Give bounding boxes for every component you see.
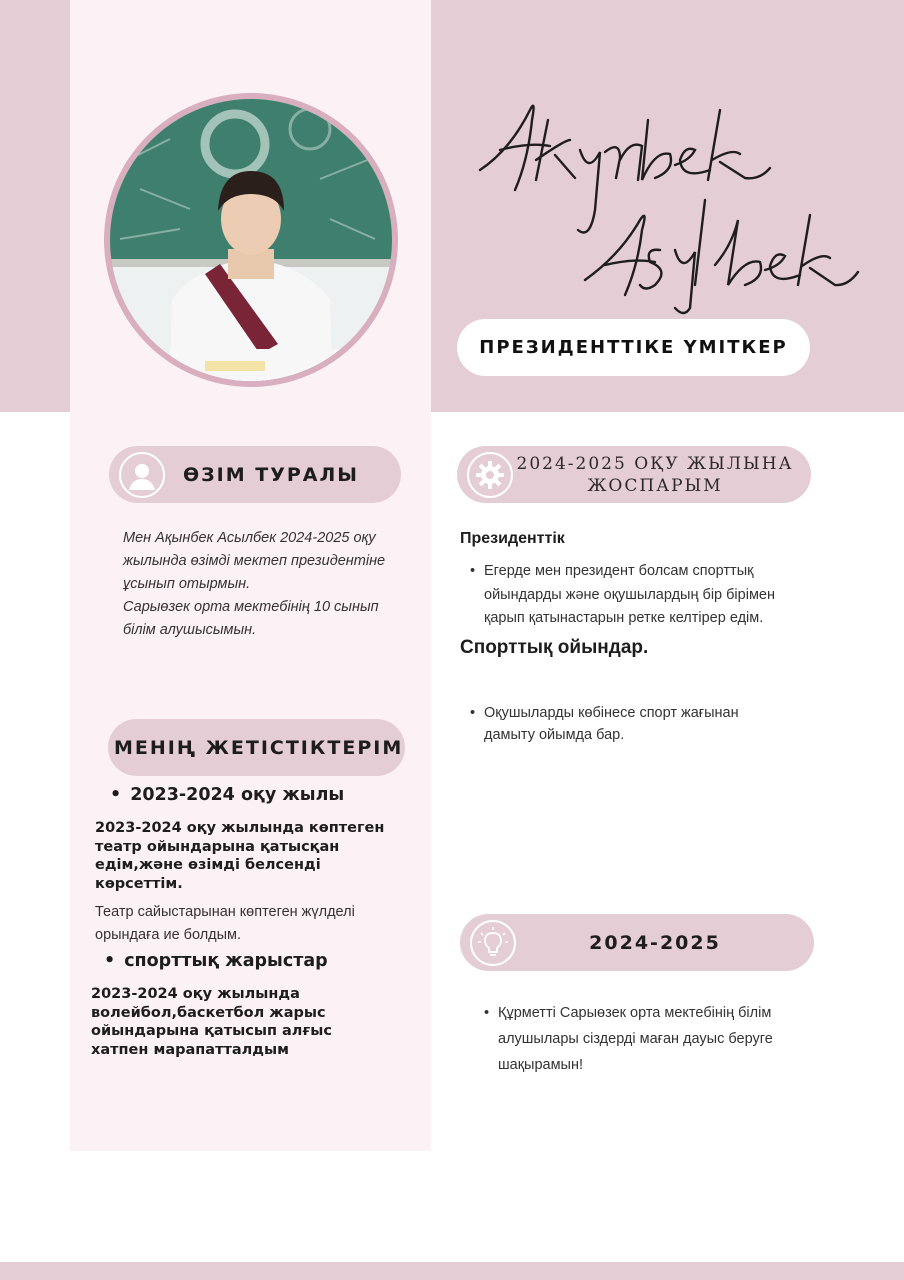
plan-bullet-sports: • Оқушыларды көбінесе спорт жағынан дамыту ойымда бар. xyxy=(484,702,784,746)
year-title: 2024-2025 xyxy=(589,931,721,954)
candidate-badge: ПРЕЗИДЕНТТІКЕ ҮМІТКЕР xyxy=(457,319,810,376)
about-line-1: Мен Ақынбек Асылбек 2024-2025 оқу жылында өзімді мектеп президентіне ұсынып отырмын. xyxy=(123,530,386,592)
achievements-title: МЕНІҢ ЖЕТІСТІКТЕРІМ xyxy=(114,736,404,759)
bottom-strip xyxy=(0,1262,904,1280)
about-title: ӨЗІМ ТУРАЛЫ xyxy=(183,463,359,486)
plan-heading-presidency: Президенттік xyxy=(460,530,565,547)
achievement-theatre-awards: Театр сайыстарынан көптеген жүлделі орындаға ие болдым. xyxy=(95,904,355,943)
achievement-year-heading: • 2023-2024 оқу жылы xyxy=(110,785,344,805)
year-bullet-appeal: • Құрметті Сарыөзек орта мектебінің білім алушылары сіздерді маған дауыс беруге шақырамын! xyxy=(498,1000,818,1078)
user-icon xyxy=(119,452,165,498)
gear-icon xyxy=(467,452,513,498)
about-line-2: Сарыөзек орта мектебінің 10 сынып білім алушысымын. xyxy=(123,599,379,638)
achievement-theatre-text: 2023-2024 оқу жылында көптеген театр ойындарына қатысқан едім,және өзімді белсенді көрсеттім. xyxy=(95,820,385,892)
achievement-sport-text: 2023-2024 оқу жылында волейбол,баскетбол жарыс ойындарына қатысып алғыс хатпен марапатталдым xyxy=(91,986,332,1058)
year-header xyxy=(460,914,814,971)
plan-bullet-presidency: • Егерде мен президент болсам спорттық ойындарды және оқушылардың бір бірімен қарып қатынастарын ретке келтірер едім. xyxy=(484,560,814,631)
achievement-sport-heading: • спорттық жарыстар xyxy=(104,951,328,971)
plan-heading-sports: Спорттық ойындар. xyxy=(460,637,649,658)
about-text xyxy=(123,527,413,642)
plan-header xyxy=(457,446,811,503)
signature-name xyxy=(470,80,890,320)
achievements-header xyxy=(108,719,405,776)
lightbulb-icon xyxy=(470,920,516,966)
portrait-photo xyxy=(110,99,392,381)
top-left-band xyxy=(0,0,70,412)
about-header xyxy=(109,446,401,503)
plan-title: 2024-2025 ОҚУ ЖЫЛЫНА ЖОСПАРЫМ xyxy=(516,453,794,496)
